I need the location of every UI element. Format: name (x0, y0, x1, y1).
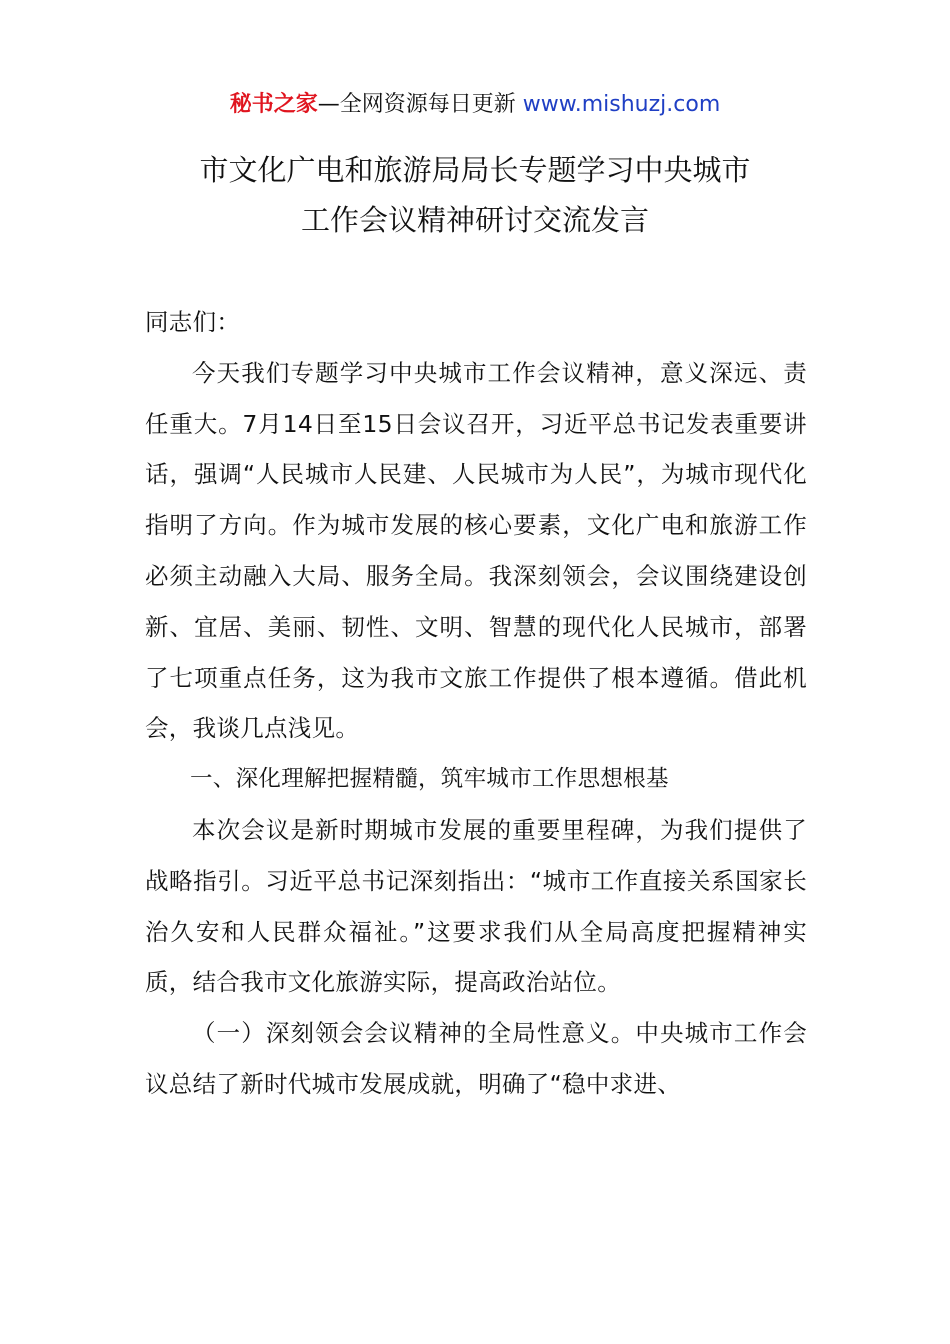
paragraph-intro: 今天我们专题学习中央城市工作会议精神，意义深远、责任重大。7月14日至15日会议召开，习近平总书记发表重要讲话，强调“人民城市人民建、人民城市为人民”，为城市现代化指明了方向。作为城市发展的核心要素，文化广电和旅游工作必须主动融入大局、服务全局。我深刻领会，会议围绕建设创新、宜居、美丽、韧性、文明、智慧的现代化人民城市，部署了七项重点任务，这为我市文旅工作提供了根本遵循。借此机会，我谈几点浅见。 (145, 358, 807, 743)
site-url: www.mishuzj.com (522, 92, 721, 117)
paragraph-subsection-1: （一）深刻领会会议精神的全局性意义。中央城市工作会议总结了新时代城市发展成就，明确了“稳中求进、 (145, 1019, 807, 1098)
document-title-line-2: 工作会议精神研讨交流发言 (300, 203, 649, 237)
document-body (145, 297, 807, 1110)
watermark-banner (0, 88, 950, 122)
document-title-line-1: 市文化广电和旅游局局长专题学习中央城市 (199, 153, 751, 187)
brand-name: 秘书之家 (229, 92, 318, 117)
brand-slogan: —全网资源每日更新 (317, 92, 523, 117)
section-heading-1: 一、深化理解把握精髓，筑牢城市工作思想根基 (190, 766, 669, 793)
paragraph-section-1: 本次会议是新时期城市发展的重要里程碑，为我们提供了战略指引。习近平总书记深刻指出：“城市工作直接关系国家长治久安和人民群众福祉。”这要求我们从全局高度把握精神实质，结合我市文化旅游实际，提高政治站位。 (145, 815, 807, 997)
salutation: 同志们： (145, 308, 241, 336)
